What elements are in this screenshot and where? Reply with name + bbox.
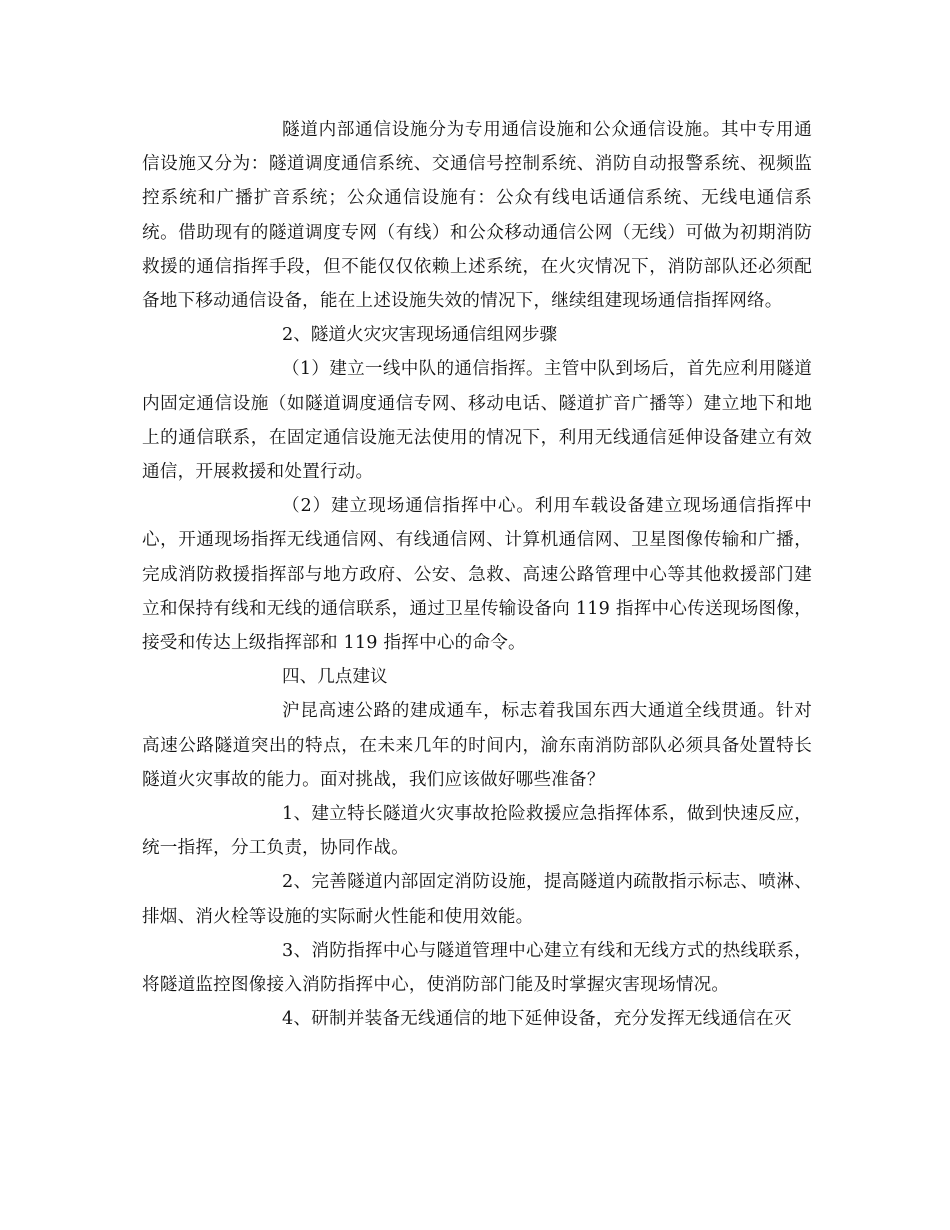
paragraph-suggestion-1: 1、建立特长隧道火灾事故抢险救援应急指挥体系，做到快速反应，统一指挥，分工负责，协同作战。 bbox=[142, 804, 812, 859]
paragraph-suggestion-3: 3、消防指挥中心与隧道管理中心建立有线和无线方式的热线联系，将隧道监控图像接入消防指挥中心，使消防部门能及时掌握灾害现场情况。 bbox=[142, 940, 812, 996]
paragraph-tunnel-comm-facilities: 隧道内部通信设施分为专用通信设施和公众通信设施。其中专用通信设施又分为：隧道调度通信系统、交通信号控制系统、消防自动报警系统、视频监控系统和广播扩音系统；公众通信设施有：公众有线电话通信系统、无线电通信系统。借助现有的隧道调度专网（有线）和公众移动通信公网（无线）可做为初期消防救援的通信指挥手段，但不能仅仅依赖上述系统，在火灾情况下，消防部队还必须配备地下移动通信设备，能在上述设施失效的情况下，继续组建现场通信指挥网络。 bbox=[142, 120, 812, 312]
paragraph-suggestion-4: 4、研制并装备无线通信的地下延伸设备，充分发挥无线通信在灭 bbox=[282, 1009, 792, 1030]
document-page bbox=[142, 113, 812, 1036]
paragraph-step-1: （1）建立一线中队的通信指挥。主管中队到场后，首先应利用隧道内固定通信设施（如隧道调度通信专网、移动电话、隧道扩音广播等）建立地下和地上的通信联系，在固定通信设施无法使用的情况下，利用无线通信延伸设备建立有效通信，开展救援和处置行动。 bbox=[142, 359, 812, 483]
section-heading-networking-steps: 2、隧道火灾灾害现场通信组网步骤 bbox=[282, 325, 558, 346]
section-heading-suggestions: 四、几点建议 bbox=[282, 667, 388, 688]
paragraph-suggestions-intro: 沪昆高速公路的建成通车，标志着我国东西大通道全线贯通。针对高速公路隧道突出的特点，在未来几年的时间内，渝东南消防部队必须具备处置特长隧道火灾事故的能力。面对挑战，我们应该做好哪些准备？ bbox=[142, 701, 812, 790]
paragraph-suggestion-2: 2、完善隧道内部固定消防设施，提高隧道内疏散指示标志、喷淋、排烟、消火栓等设施的实际耐火性能和使用效能。 bbox=[142, 872, 812, 927]
paragraph-step-2: （2）建立现场通信指挥中心。利用车载设备建立现场通信指挥中心，开通现场指挥无线通信网、有线通信网、计算机通信网、卫星图像传输和广播，完成消防救援指挥部与地方政府、公安、急救、高速公路管理中心等其他救援部门建立和保持有线和无线的通信联系，通过卫星传输设备向 119 指挥中心传送现场图像，接受和传达上级指挥部和 119 指挥中心的命令。 bbox=[142, 496, 812, 654]
